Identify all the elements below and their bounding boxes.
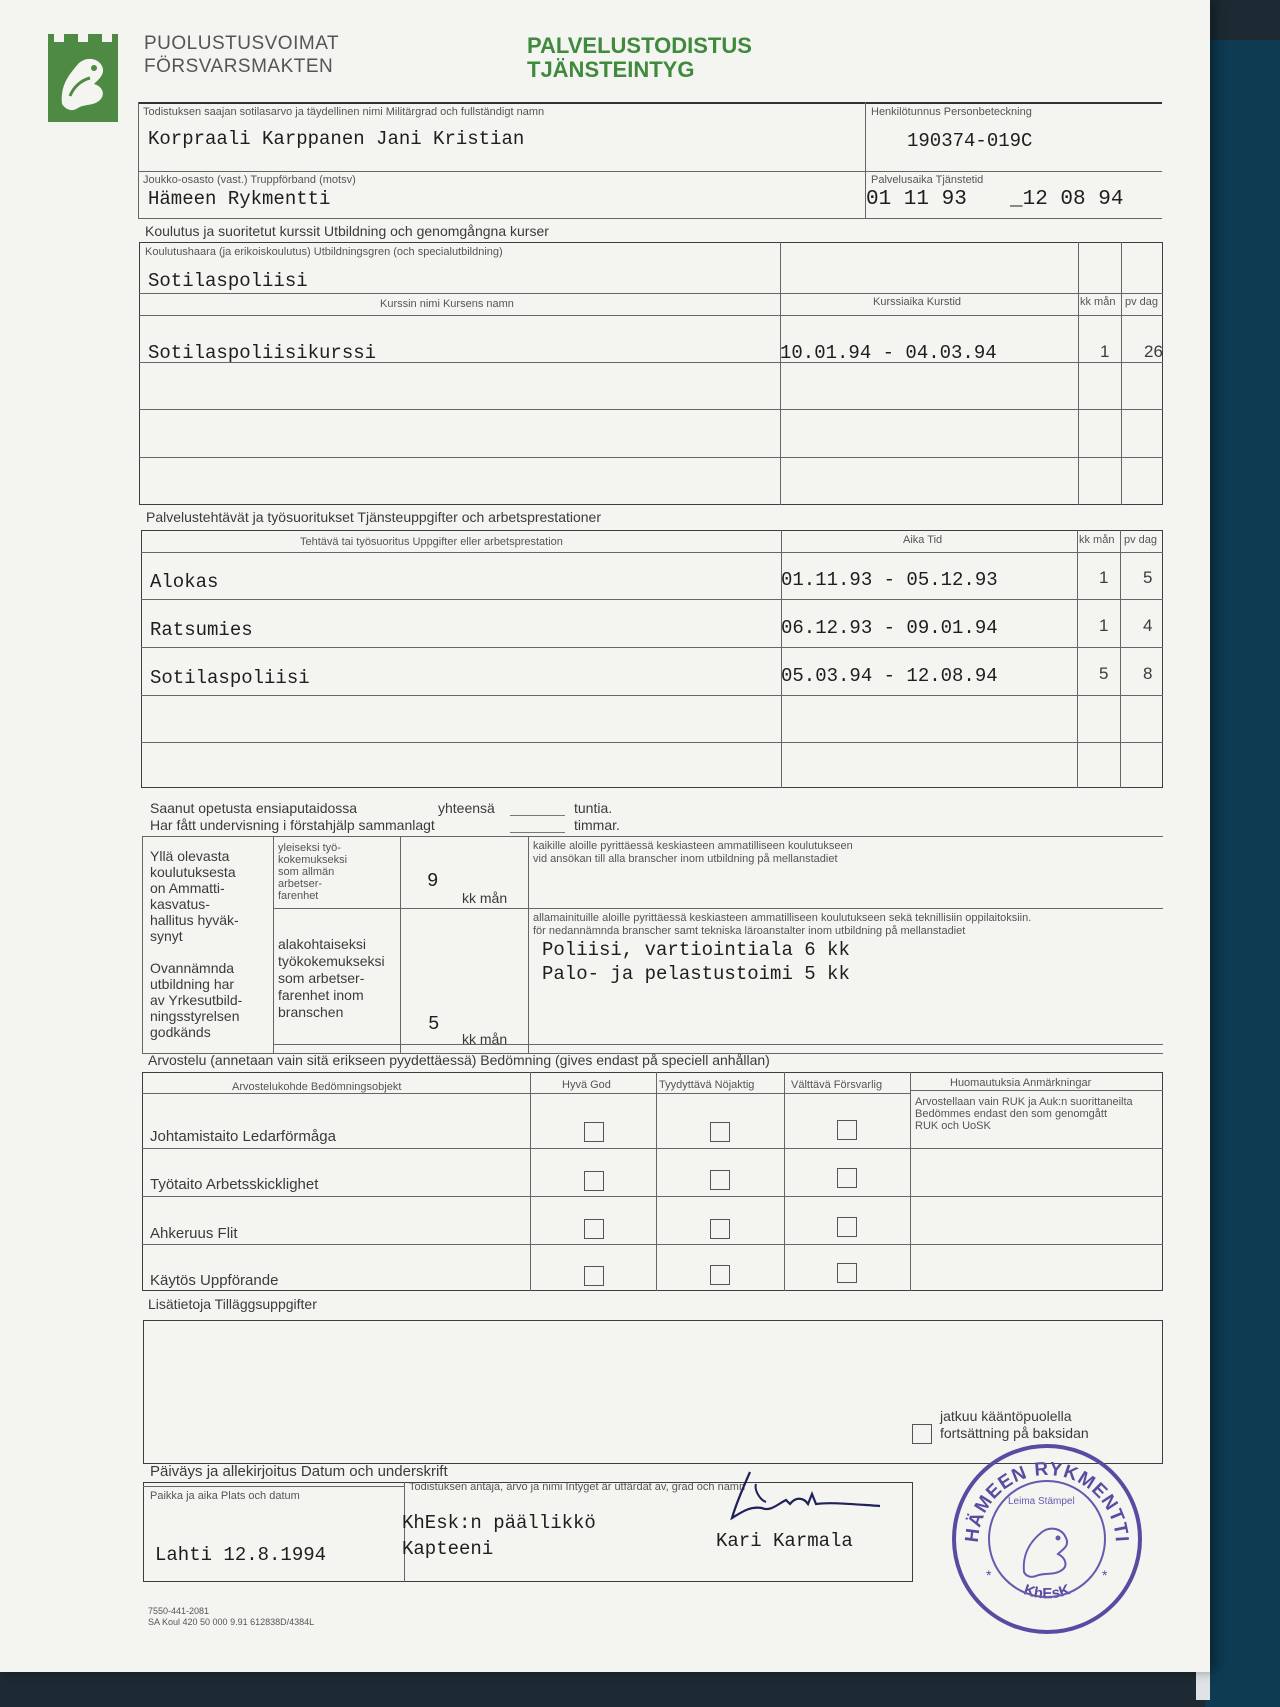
id-label: Henkilötunnus Personbeteckning	[871, 106, 1032, 118]
extra-section-label: Lisätietoja Tilläggsuppgifter	[148, 1296, 317, 1312]
col-course-months: kk mån	[1080, 296, 1116, 308]
course-months: 1	[1100, 342, 1110, 361]
eval-row-diligence: Ahkeruus Flit	[150, 1225, 238, 1242]
leadership-adequate-checkbox[interactable]	[837, 1120, 857, 1140]
specific-experience-desc: allamainituille aloille pyrittäessä keskiasteen ammatilliseen koulutukseen sekä teknillisiin oppilaitoksiin. för nedannämnda branscher samt tekniska läroanstalter inom utbildning på mellanstadiet	[533, 912, 1032, 937]
col-eval-adequate: Välttävä Försvarlig	[791, 1079, 883, 1091]
issuer-rank: Kapteeni	[402, 1538, 494, 1560]
general-experience-desc: kaikille aloille pyrittäessä keskiasteen ammatilliseen koulutukseen vid ansökan till alla branscher inom utbildning på mellanstadiet	[533, 840, 853, 865]
regiment-stamp	[952, 1444, 1142, 1634]
col-eval-good: Hyvä God	[562, 1079, 611, 1091]
duty-months-2: 1	[1099, 616, 1109, 635]
duty-days-1: 5	[1143, 568, 1153, 587]
specific-fields: Poliisi, vartiointiala 6 kk Palo- ja pelastustoimi 5 kk	[542, 939, 850, 985]
org-name-sv: FÖRSVARSMAKTEN	[144, 56, 334, 77]
continue-label-fi: jatkuu kääntöpuolella	[940, 1408, 1072, 1424]
print-code: SA Koul 420 50 000 9.91 612838D/4384L	[148, 1617, 315, 1627]
diligence-adequate-checkbox[interactable]	[837, 1217, 857, 1237]
document-title-fi: PALVELUSTODISTUS	[527, 33, 752, 58]
eval-remarks-text: Arvostellaan vain RUK ja Auk:n suorittaneilta Bedömmes endast den som genomgått RUK och UoSK	[915, 1096, 1133, 1132]
stamp-inner-text: Leima Stämpel	[1008, 1496, 1075, 1507]
conduct-satisfactory-checkbox[interactable]	[710, 1265, 730, 1285]
duty-months-3: 5	[1099, 664, 1109, 683]
skill-adequate-checkbox[interactable]	[837, 1168, 857, 1188]
general-experience-unit: kk mån	[462, 890, 508, 906]
firstaid-line1-hours: tuntia.	[574, 800, 613, 816]
specific-experience-label: alakohtaiseksi työkokemukseksi som arbetser- farenhet inom branschen	[278, 936, 385, 1020]
extra-info-box	[143, 1320, 1163, 1464]
skill-good-checkbox[interactable]	[584, 1171, 604, 1191]
period-start: 01 11 93	[866, 188, 967, 211]
duty-time-1: 01.11.93 - 05.12.93	[781, 569, 998, 591]
duty-days-3: 8	[1143, 664, 1153, 683]
duty-time-2: 06.12.93 - 09.01.94	[781, 617, 998, 639]
col-duty-days: pv dag	[1124, 534, 1158, 546]
duty-task-3: Sotilaspoliisi	[150, 667, 310, 689]
evaluation-section-label: Arvostelu (annetaan vain sitä erikseen pyydettäessä) Bedömning (gives endast på speciell anhållan)	[148, 1052, 770, 1068]
firstaid-line1-total: yhteensä	[438, 800, 495, 816]
col-duty-time: Aika Tid	[903, 534, 943, 546]
course-name: Sotilaspoliisikurssi	[148, 342, 377, 364]
col-eval-satisfactory: Tyydyttävä Nöjaktig	[659, 1079, 755, 1091]
duty-months-1: 1	[1099, 568, 1109, 587]
col-course-time: Kurssiaika Kurstid	[873, 296, 962, 308]
leadership-good-checkbox[interactable]	[584, 1122, 604, 1142]
issuer-title: KhEsk:n päällikkö	[402, 1512, 596, 1534]
issuer-label: Todistuksen antaja, arvo ja nimi Intyget är utfärdat av, grad och namn	[409, 1481, 746, 1493]
diligence-satisfactory-checkbox[interactable]	[710, 1219, 730, 1239]
course-time: 10.01.94 - 04.03.94	[780, 342, 997, 364]
form-code: 7550-441-2081	[148, 1606, 210, 1616]
signature-section-label: Päiväys ja allekirjoitus Datum och underskrift	[150, 1463, 448, 1480]
name-label: Todistuksen saajan sotilasarvo ja täydellinen nimi Militärgrad och fullständigt namn	[143, 106, 545, 118]
period-label: Palvelusaika Tjänstetid	[871, 174, 984, 186]
col-eval-remarks: Huomautuksia Anmärkningar	[950, 1077, 1092, 1089]
duties-table	[141, 530, 1163, 788]
duties-section-label: Palvelustehtävät ja työsuoritukset Tjänsteuppgifter och arbetsprestationer	[146, 509, 601, 525]
signer-name: Kari Karmala	[716, 1530, 853, 1552]
branch-value: Sotilaspoliisi	[148, 270, 308, 292]
stamp-inner-ring	[988, 1480, 1106, 1598]
conduct-good-checkbox[interactable]	[584, 1266, 604, 1286]
continue-on-back-checkbox[interactable]	[912, 1424, 932, 1444]
specific-experience-unit: kk mån	[462, 1031, 508, 1047]
col-eval-object: Arvostelukohde Bedömningsobjekt	[232, 1081, 402, 1093]
course-days: 26	[1144, 342, 1163, 361]
unit-label: Joukko-osasto (vast.) Truppförband (motsv)	[143, 174, 356, 186]
personal-id: 190374-019C	[907, 130, 1033, 152]
duty-days-2: 4	[1143, 616, 1153, 635]
binder-background	[1205, 40, 1280, 1707]
place-label: Paikka ja aika Plats och datum	[150, 1490, 300, 1502]
continue-label-sv: fortsättning på baksidan	[940, 1425, 1089, 1441]
svg-text:*: *	[1102, 1567, 1108, 1583]
eval-row-conduct: Käytös Uppförande	[150, 1272, 279, 1289]
stamp-bottom-text: KhEsK	[1021, 1581, 1073, 1603]
diligence-good-checkbox[interactable]	[584, 1219, 604, 1239]
handwritten-signature	[720, 1460, 890, 1530]
org-name-fi: PUOLUSTUSVOIMAT	[144, 33, 340, 54]
firstaid-line2-hours: timmar.	[574, 817, 620, 833]
stamp-lion-icon	[1014, 1512, 1080, 1582]
duty-time-3: 05.03.94 - 12.08.94	[781, 665, 998, 687]
branch-label: Koulutushaara (ja erikoiskoulutus) Utbildningsgren (och specialutbildning)	[145, 246, 503, 258]
leadership-satisfactory-checkbox[interactable]	[710, 1122, 730, 1142]
period-end: _12 08 94	[1010, 188, 1124, 211]
general-experience-label: yleiseksi työ- kokemukseksi som allmän arbetser- farenhet	[278, 842, 348, 902]
experience-approval-sv: Ovannämnda utbildning har av Yrkesutbild- ningsstyrelsen godkänds	[150, 960, 243, 1040]
experience-approval-fi: Yllä olevasta koulutuksesta on Ammatti- kasvatus- hallitus hyväk- synyt	[150, 848, 239, 944]
firstaid-line2-text: Har fått undervisning i förstahjälp sammanlagt	[150, 817, 435, 833]
firstaid-line1-text: Saanut opetusta ensiaputaidossa	[150, 800, 358, 816]
eval-row-leadership: Johtamistaito Ledarförmåga	[150, 1128, 336, 1145]
col-course-name: Kurssin nimi Kursens namn	[380, 298, 514, 310]
duty-task-2: Ratsumies	[150, 619, 253, 641]
training-section-label: Koulutus ja suoritetut kurssit Utbildning och genomgångna kurser	[145, 223, 549, 239]
col-course-days: pv dag	[1125, 296, 1159, 308]
document-title-sv: TJÄNSTEINTYG	[527, 57, 695, 82]
duty-task-1: Alokas	[150, 571, 219, 593]
unit-value: Hämeen Rykmentti	[148, 188, 331, 210]
col-duty-months: kk mån	[1079, 534, 1115, 546]
eval-row-skill: Työtaito Arbetsskicklighet	[150, 1176, 319, 1193]
general-experience-value: 9	[427, 870, 439, 892]
place-date-value: Lahti 12.8.1994	[155, 1544, 327, 1566]
specific-experience-value: 5	[428, 1013, 440, 1035]
lion-emblem-icon	[48, 34, 118, 122]
conduct-adequate-checkbox[interactable]	[837, 1263, 857, 1283]
stamp-top-text: HÄMEEN RYKMENTTI	[961, 1458, 1133, 1544]
svg-text:*: *	[986, 1567, 992, 1583]
col-task: Tehtävä tai työsuoritus Uppgifter eller arbetsprestation	[300, 536, 563, 548]
skill-satisfactory-checkbox[interactable]	[710, 1170, 730, 1190]
recipient-name: Korpraali Karppanen Jani Kristian	[148, 128, 525, 150]
